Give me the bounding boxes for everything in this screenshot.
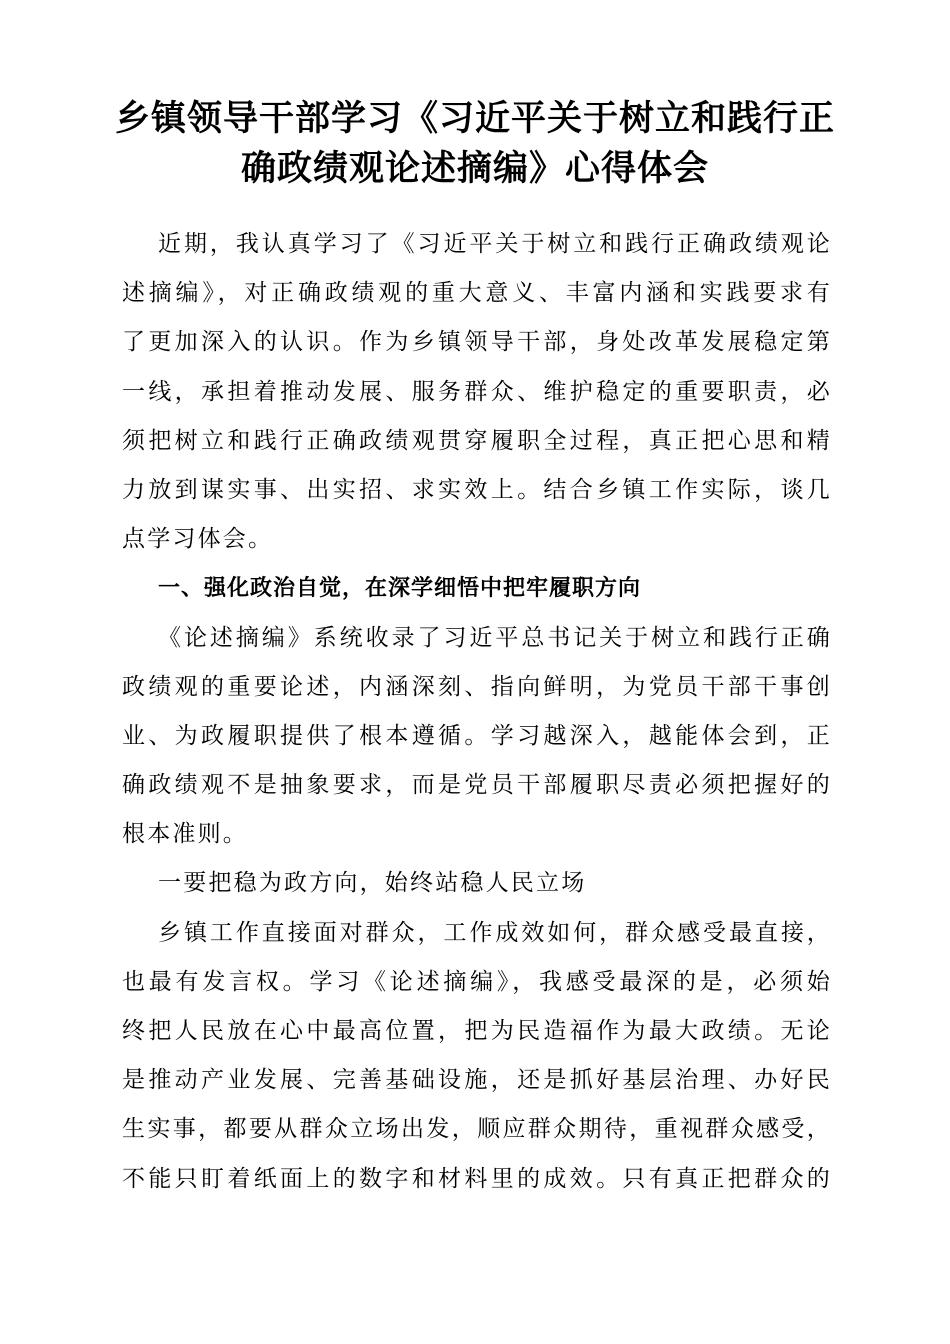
document-body <box>122 220 832 1204</box>
title-line-2: 确政绩观论述摘编》心得体会 <box>240 149 709 189</box>
paragraph-line: 须把树立和践行正确政绩观贯穿履职全过程，真正把心思和精 <box>122 427 832 454</box>
paragraph-line: 生实事，都要从群众立场出发，顺应群众期待，重视群众感受， <box>122 1116 832 1143</box>
paragraph-line: 了更加深入的认识。作为乡镇领导干部，身处改革发展稳定第 <box>122 329 832 356</box>
paragraph-line: 也最有发言权。学习《论述摘编》，我感受最深的是，必须始 <box>122 968 832 995</box>
paragraph-line: 述摘编》，对正确政绩观的重大意义、丰富内涵和实践要求有 <box>122 280 832 307</box>
paragraph-line: 《论述摘编》系统收录了习近平总书记关于树立和践行正确 <box>158 624 832 651</box>
paragraph-line: 确政绩观不是抽象要求，而是党员干部履职尽责必须把握好的 <box>122 772 832 799</box>
section-paragraph <box>122 614 832 860</box>
title-line-1: 乡镇领导干部学习《习近平关于树立和践行正 <box>114 99 835 139</box>
paragraph-line: 不能只盯着纸面上的数字和材料里的成效。只有真正把群众的 <box>122 1165 832 1192</box>
paragraph-line: 终把人民放在心中最高位置，把为民造福作为最大政绩。无论 <box>122 1018 832 1044</box>
intro-paragraph <box>122 220 832 564</box>
sub-heading: 一要把稳为政方向，始终站稳人民立场 <box>158 870 587 897</box>
paragraph-line: 根本准则。 <box>122 821 248 848</box>
document-title <box>110 94 840 194</box>
paragraph-line: 政绩观的重要论述，内涵深刻、指向鲜明，为党员干部干事创 <box>122 673 832 700</box>
paragraph-line: 是推动产业发展、完善基础设施，还是抓好基层治理、办好民 <box>122 1067 832 1094</box>
paragraph-line: 业、为政履职提供了根本遵循。学习越深入，越能体会到，正 <box>122 722 832 749</box>
paragraph-line: 近期，我认真学习了《习近平关于树立和践行正确政绩观论 <box>158 231 832 257</box>
paragraph-line: 点学习体会。 <box>122 526 274 553</box>
sub-paragraph <box>122 909 832 1204</box>
paragraph-line: 乡镇工作直接面对群众，工作成效如何，群众感受最直接， <box>158 919 832 946</box>
section-heading: 一、强化政治自觉，在深学细悟中把牢履职方向 <box>158 576 642 602</box>
paragraph-line: 一线，承担着推动发展、服务群众、维护稳定的重要职责，必 <box>122 378 832 405</box>
paragraph-line: 力放到谋实事、出实招、求实效上。结合乡镇工作实际，谈几 <box>122 476 832 503</box>
